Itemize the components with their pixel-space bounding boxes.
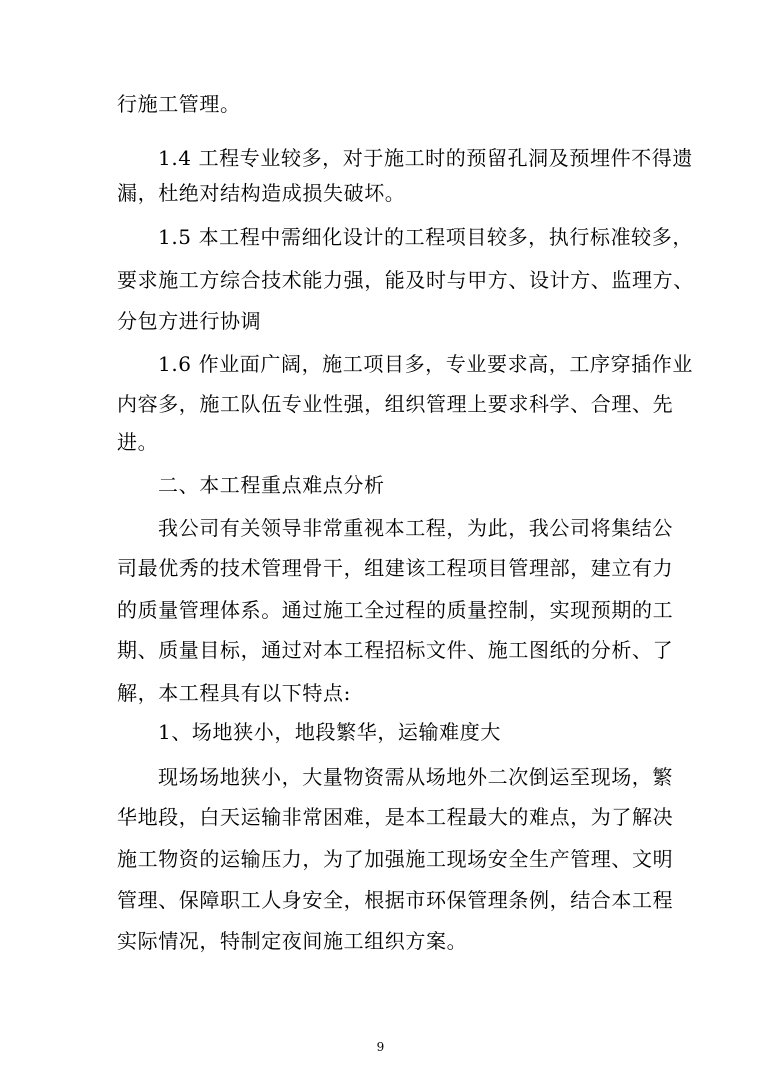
text-line: 1.6 作业面广阔，施工项目多，专业要求高，工序穿插作业 (158, 352, 693, 376)
text-line: 进。 (117, 430, 159, 454)
page-number: 9 (376, 1040, 385, 1054)
text-line: 施工物资的运输压力，为了加强施工现场安全生产管理、文明 (117, 847, 674, 871)
text-line: 管理、保障职工人身安全，根据市环保管理条例，结合本工程 (117, 888, 674, 912)
text-line: 实际情况，特制定夜间施工组织方案。 (117, 929, 468, 953)
text-line: 期、质量目标，通过对本工程招标文件、施工图纸的分析、了 (117, 638, 674, 662)
text-line: 司最优秀的技术管理骨干，组建该工程项目管理部，建立有力 (117, 556, 674, 580)
section-heading: 二、本工程重点难点分析 (158, 473, 385, 497)
text-line: 解，本工程具有以下特点: (117, 681, 351, 705)
text-line: 华地段，白天运输非常困难，是本工程最大的难点，为了解决 (117, 805, 674, 829)
text-line: 内容多，施工队伍专业性强，组织管理上要求科学、合理、先 (117, 392, 674, 416)
text-line: 分包方进行协调 (117, 309, 262, 333)
text-line: 1.4 工程专业较多，对于施工时的预留孔洞及预埋件不得遗 (158, 146, 693, 170)
text-line: 漏，杜绝对结构造成损失破坏。 (117, 181, 406, 205)
text-line: 我公司有关领导非常重视本工程，为此，我公司将集结公 (158, 516, 673, 540)
subsection-heading: 1、场地狭小，地段繁华，运输难度大 (158, 720, 501, 744)
text-line: 现场场地狭小，大量物资需从场地外二次倒运至现场，繁 (158, 765, 673, 789)
text-line: 要求施工方综合技术能力强，能及时与甲方、设计方、监理方、 (117, 268, 694, 292)
text-line: 1.5 本工程中需细化设计的工程项目较多，执行标准较多， (158, 225, 693, 249)
text-line: 行施工管理。 (117, 92, 241, 116)
text-line: 的质量管理体系。通过施工全过程的质量控制，实现预期的工 (117, 598, 674, 622)
